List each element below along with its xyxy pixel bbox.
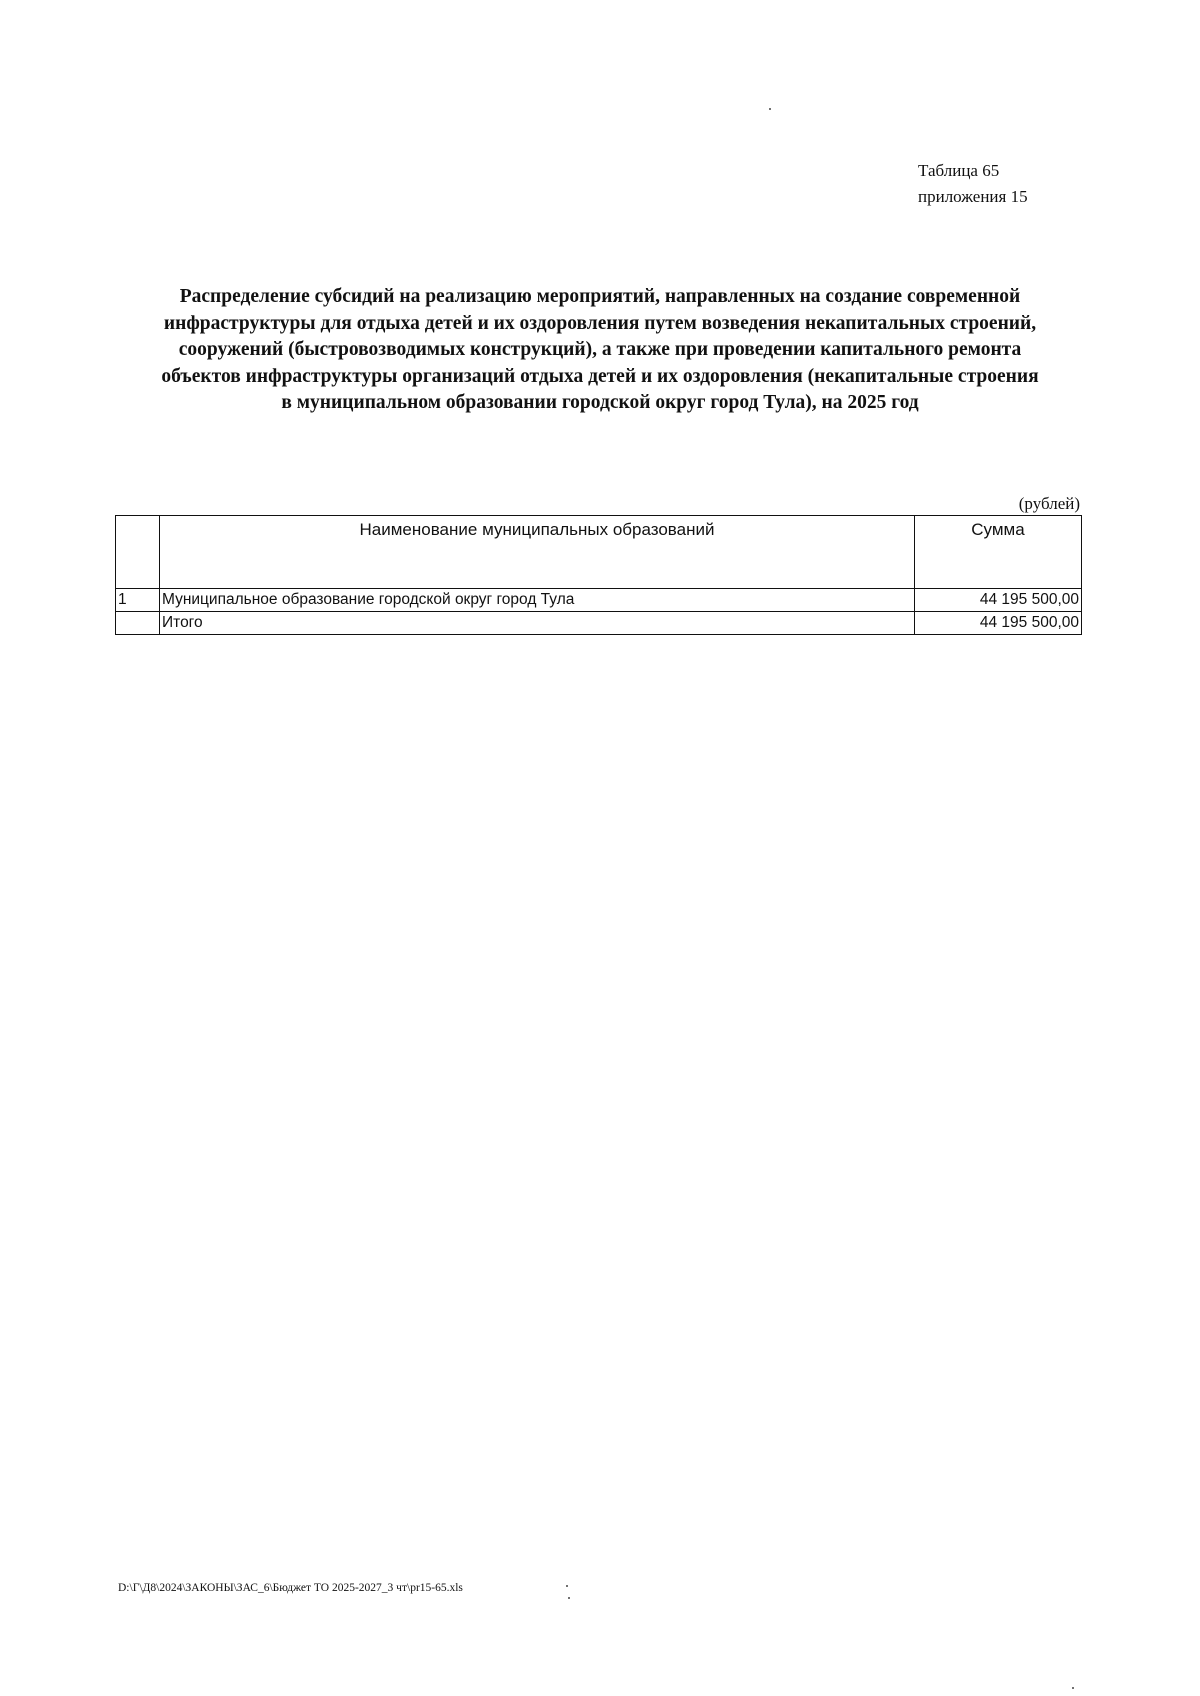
allocation-table bbox=[115, 515, 1082, 635]
table-row bbox=[116, 589, 1082, 612]
units-label: (рублей) bbox=[1018, 494, 1080, 513]
document-title bbox=[110, 284, 1090, 417]
title-line: сооружений (быстровозводимых конструкций), а также при проведении капитального ремонта bbox=[178, 339, 1022, 360]
scan-speck bbox=[568, 1597, 570, 1599]
table-total-row bbox=[116, 612, 1082, 635]
footer-file-path: D:\Г\Д8\2024\ЗАКОНЫ\ЗАС_6\Бюджет ТО 2025-2027_3 чт\pr15-65.xls bbox=[118, 1582, 463, 1594]
row-name: Итого bbox=[160, 612, 915, 635]
table-number: Таблица 65 bbox=[918, 161, 1000, 180]
table-header-row bbox=[116, 516, 1082, 589]
title-line: объектов инфраструктуры организаций отдыха детей и их оздоровления (некапитальные строения bbox=[161, 365, 1039, 387]
column-header-number bbox=[116, 516, 160, 589]
row-number: 1 bbox=[116, 589, 160, 612]
appendix-label: приложения 15 bbox=[918, 187, 1028, 206]
column-header-name: Наименование муниципальных образований bbox=[160, 516, 915, 589]
scan-speck bbox=[566, 1585, 568, 1587]
scan-speck bbox=[769, 108, 771, 110]
title-line: Распределение субсидий на реализацию мероприятий, направленных на создание современной bbox=[179, 286, 1021, 307]
scan-speck bbox=[1072, 1687, 1074, 1689]
row-amount: 44 195 500,00 bbox=[915, 589, 1082, 612]
row-number bbox=[116, 612, 160, 635]
column-header-amount: Сумма bbox=[915, 516, 1082, 589]
title-line: инфраструктуры для отдыха детей и их оздоровления путем возведения некапитальных строений, bbox=[163, 312, 1037, 334]
table-reference bbox=[918, 158, 1028, 210]
row-name: Муниципальное образование городской округ город Тула bbox=[160, 589, 915, 612]
row-amount: 44 195 500,00 bbox=[915, 612, 1082, 635]
title-line: в муниципальном образовании городской округ город Тула), на 2025 год bbox=[281, 392, 919, 413]
